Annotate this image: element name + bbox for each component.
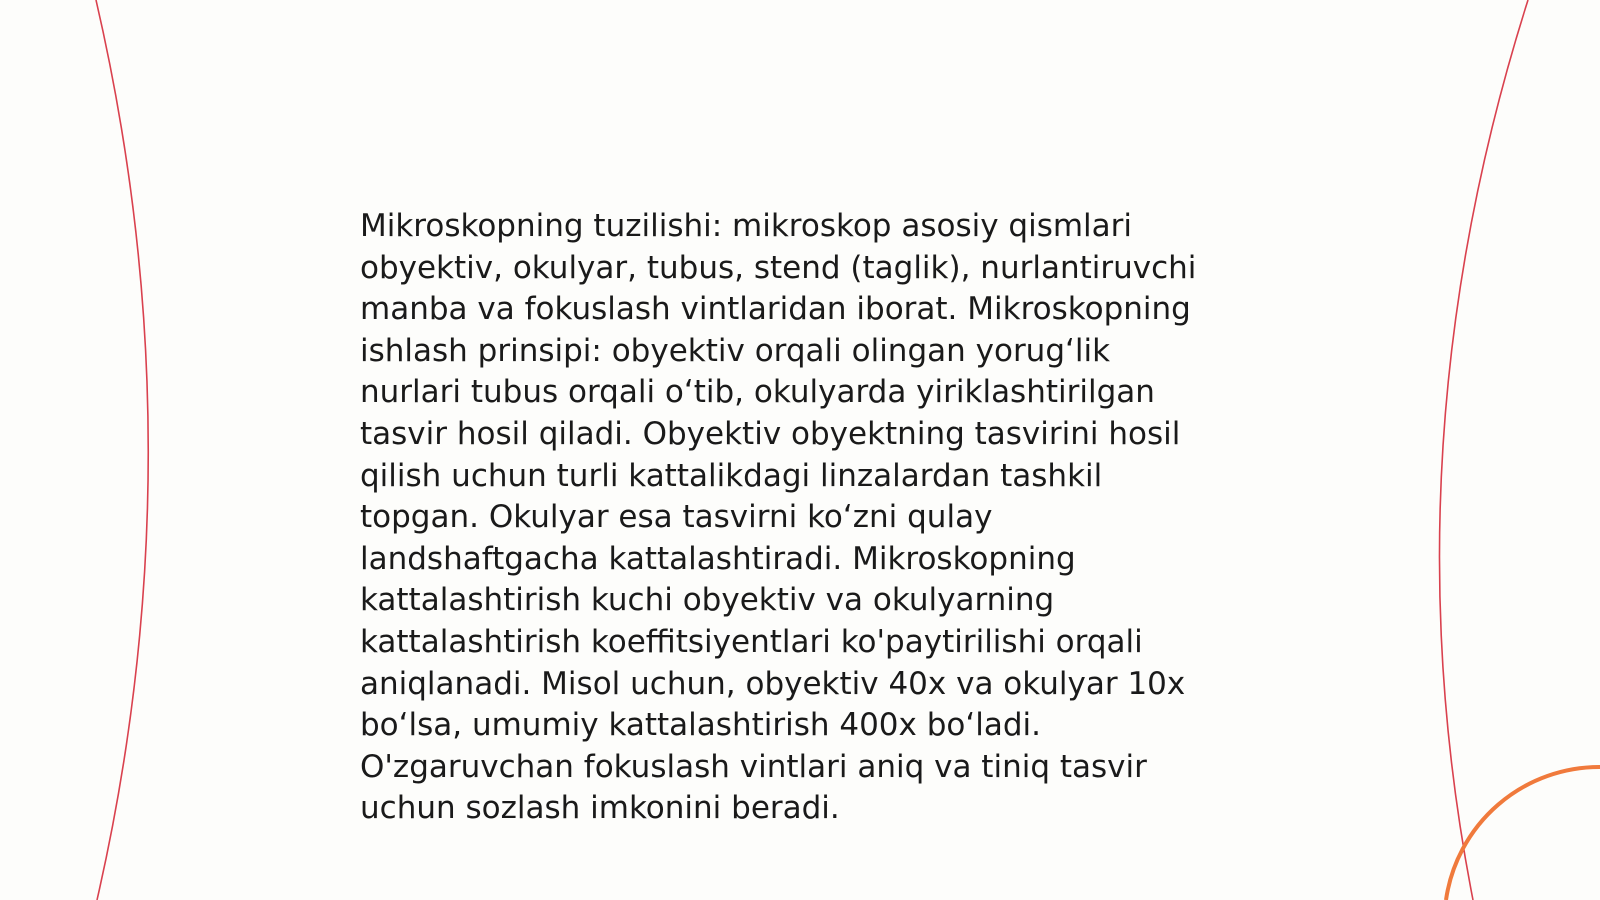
body-line: tasvir hosil qiladi. Obyektiv obyektning tasvirini hosil (360, 415, 1181, 452)
body-line: kattalashtirish koeffitsiyentlari ko'paytirilishi orqali (360, 623, 1143, 660)
body-line: Mikroskopning tuzilishi: mikroskop asosiy qismlari (360, 208, 1133, 244)
body-line: aniqlanadi. Misol uchun, obyektiv 40x va okulyar 10x (360, 665, 1186, 702)
body-line: topgan. Okulyar esa tasvirni ko‘zni qulay (360, 499, 993, 536)
body-line: qilish uchun turli kattalikdagi linzalardan tashkil (360, 457, 1103, 494)
body-line: ishlash prinsipi: obyektiv orqali olingan yorug‘lik (360, 332, 1111, 369)
body-line: bo‘lsa, umumiy kattalashtirish 400x bo‘ladi. (360, 707, 1041, 744)
right-arc-line (1439, 0, 1528, 900)
body-line: manba va fokuslash vintlaridan iborat. Mikroskopning (360, 291, 1191, 328)
left-arc-line (96, 0, 148, 900)
body-line: landshaftgacha kattalashtiradi. Mikroskopning (360, 540, 1076, 577)
body-line: obyektiv, okulyar, tubus, stend (taglik), nurlantiruvchi (360, 249, 1197, 286)
body-line: O'zgaruvchan fokuslash vintlari aniq va tiniq tasvir (360, 748, 1147, 785)
body-line: uchun sozlash imkonini beradi. (360, 790, 840, 827)
body-line: nurlari tubus orqali o‘tib, okulyarda yiriklashtirilgan (360, 374, 1155, 411)
body-text (360, 206, 1260, 830)
body-line: kattalashtirish kuchi obyektiv va okulyarning (360, 582, 1055, 619)
